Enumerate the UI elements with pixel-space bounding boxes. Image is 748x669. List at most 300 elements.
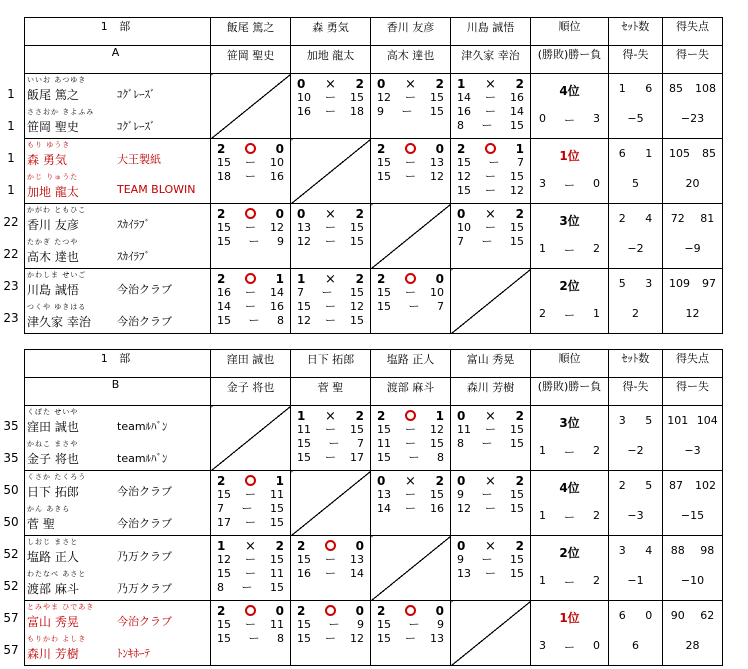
points-cell — [663, 406, 723, 471]
sets-lost: 2 — [515, 77, 524, 91]
points-for: 101 — [667, 414, 689, 427]
points-for-against — [663, 414, 722, 427]
sets-won-total: 2 — [618, 212, 626, 225]
wl-dash: ー — [564, 641, 575, 654]
pair-row — [25, 601, 723, 666]
set-points-against: 12 — [510, 184, 524, 197]
set-points-for: 9 — [377, 105, 384, 118]
set-dash: ー — [405, 502, 416, 515]
match-result — [451, 471, 530, 488]
set-points-for: 14 — [217, 300, 231, 313]
set-points-against: 15 — [430, 91, 444, 104]
set-points-for: 12 — [297, 314, 311, 327]
set-points-against: 14 — [510, 105, 524, 118]
points-header: 得失点 — [663, 350, 723, 378]
set-points-for: 15 — [297, 451, 311, 464]
player-name: 高木 達也 — [27, 250, 79, 264]
win-circle-icon — [245, 475, 256, 486]
points-cell — [663, 74, 723, 139]
sets-won: 1 — [457, 77, 466, 91]
seed-number: 35 — [3, 419, 19, 433]
sets-won-lost — [609, 212, 662, 225]
sets-header: ｾｯﾄ数 — [609, 350, 663, 378]
sets-diff: −2 — [627, 242, 644, 255]
pair-row — [25, 139, 723, 204]
sets-won: 1 — [297, 409, 306, 423]
losses: 0 — [593, 177, 600, 190]
player-club: 今治クラブ — [117, 315, 172, 328]
set-points-against: 15 — [430, 105, 444, 118]
opponent-header: 津久家 幸治 — [451, 46, 531, 74]
set-dash: ー — [245, 286, 256, 299]
set-dash: ー — [405, 286, 416, 299]
player-entry — [25, 301, 210, 333]
match-result — [291, 536, 370, 553]
sets-won: 2 — [217, 272, 226, 286]
set-score — [451, 423, 530, 437]
player-club: 今治クラブ — [117, 517, 172, 530]
sets-lost: 2 — [355, 409, 364, 423]
player-reading: つくや ゆきはる — [27, 303, 87, 311]
sets-won: 0 — [457, 207, 466, 221]
set-score — [371, 286, 450, 300]
sets-won: 0 — [457, 539, 466, 553]
set-points-for: 13 — [457, 567, 471, 580]
sets-diff: −2 — [627, 444, 644, 457]
player-reading: わたなべ あさと — [27, 570, 87, 578]
wl-dash: ー — [564, 576, 575, 589]
set-dash: ー — [245, 221, 256, 234]
sets-diff: 2 — [632, 307, 639, 320]
match-cell — [451, 471, 531, 536]
seed-number: 1 — [7, 183, 15, 197]
set-score — [211, 170, 290, 184]
set-points-against: 8 — [437, 451, 444, 464]
rank-cell — [531, 204, 609, 269]
set-score — [211, 314, 290, 328]
points-against: 97 — [702, 277, 716, 290]
points-diff: 28 — [685, 639, 700, 652]
set-score — [371, 437, 450, 451]
points-for-against — [663, 82, 722, 95]
set-score — [451, 170, 530, 184]
pair-cell — [25, 406, 211, 471]
set-score — [291, 437, 370, 451]
set-score — [211, 567, 290, 581]
set-score — [291, 567, 370, 581]
wins: 2 — [539, 307, 546, 320]
set-score — [211, 235, 290, 249]
sets-lost: 0 — [275, 142, 284, 156]
set-dash: ー — [485, 423, 496, 436]
player-reading: もり ゆうき — [27, 141, 71, 149]
set-score — [371, 300, 450, 314]
set-points-for: 12 — [377, 91, 391, 104]
set-score — [291, 314, 370, 328]
sets-won: 2 — [377, 142, 386, 156]
league-table — [24, 17, 723, 334]
points-cell — [663, 471, 723, 536]
set-dash: ー — [245, 156, 256, 169]
sets-lost-total: 5 — [645, 414, 653, 427]
player-reading: くさか たくろう — [27, 473, 87, 481]
loss-cross-icon: × — [325, 409, 336, 424]
set-points-against: 13 — [430, 156, 444, 169]
match-cell — [291, 601, 371, 666]
league-subtitle: B — [25, 378, 211, 406]
self-match-cell — [451, 269, 531, 334]
loss-cross-icon: × — [325, 77, 336, 92]
set-points-for: 15 — [377, 423, 391, 436]
player-entry — [25, 106, 210, 138]
sets-won-total: 6 — [618, 147, 626, 160]
match-result — [451, 204, 530, 221]
set-points-against: 15 — [510, 170, 524, 183]
self-match-cell — [211, 74, 291, 139]
pair-row — [25, 536, 723, 601]
set-points-for: 15 — [217, 221, 231, 234]
seed-number: 23 — [3, 279, 19, 293]
set-score — [371, 423, 450, 437]
set-dash: ー — [405, 423, 416, 436]
sets-won-lost — [609, 147, 662, 160]
loss-cross-icon: × — [485, 409, 496, 424]
match-result — [211, 471, 290, 488]
sets-lost: 1 — [515, 142, 524, 156]
match-cell — [451, 536, 531, 601]
seed-number: 52 — [3, 579, 19, 593]
set-score — [451, 156, 530, 170]
player-entry — [25, 503, 210, 535]
player-reading: もりかわ よしき — [27, 635, 87, 643]
set-points-for: 15 — [457, 184, 471, 197]
sets-lost: 2 — [355, 77, 364, 91]
player-club: ﾄﾝｷﾎｰﾃ — [117, 647, 150, 660]
sets-lost-total: 4 — [645, 544, 653, 557]
set-dash: ー — [481, 119, 493, 132]
player-entry — [25, 471, 210, 503]
set-dash: ー — [405, 91, 416, 104]
rank-value: 4位 — [559, 84, 580, 98]
sets-lost: 2 — [275, 539, 284, 553]
opponent-header: 飯尾 篤之 — [211, 18, 291, 46]
win-circle-icon — [405, 605, 416, 616]
win-circle-icon — [245, 605, 256, 616]
player-club: 今治クラブ — [117, 485, 172, 498]
set-points-against: 10 — [430, 286, 444, 299]
set-dash: ー — [481, 235, 493, 248]
set-dash: ー — [481, 437, 493, 450]
set-points-for: 8 — [217, 581, 224, 594]
opponent-header: 笹岡 聖史 — [211, 46, 291, 74]
sets-won-total: 6 — [618, 609, 626, 622]
self-match-cell — [291, 139, 371, 204]
match-result — [211, 601, 290, 618]
rank-value: 4位 — [559, 481, 580, 495]
seed-number: 57 — [3, 643, 19, 657]
set-points-against: 9 — [277, 235, 284, 248]
set-points-for: 7 — [217, 502, 224, 515]
points-header: 得ー失 — [663, 378, 723, 406]
self-match-cell — [451, 601, 531, 666]
points-for: 109 — [669, 277, 690, 290]
match-result — [211, 269, 290, 286]
match-result — [211, 139, 290, 156]
loss-cross-icon: × — [485, 474, 496, 489]
set-points-against: 14 — [270, 286, 284, 299]
sets-header: 得-失 — [609, 46, 663, 74]
points-header: 得失点 — [663, 18, 723, 46]
set-points-for: 15 — [377, 632, 391, 645]
player-reading: くぼた せいや — [27, 408, 79, 416]
opponent-header: 森川 芳樹 — [451, 378, 531, 406]
set-points-for: 15 — [217, 567, 231, 580]
match-result — [291, 74, 370, 91]
match-cell — [371, 139, 451, 204]
wins: 3 — [539, 639, 546, 652]
set-points-against: 15 — [510, 502, 524, 515]
set-points-against: 13 — [350, 553, 364, 566]
match-cell — [291, 536, 371, 601]
sets-won: 2 — [377, 272, 386, 286]
set-dash: ー — [248, 235, 260, 248]
win-circle-icon — [245, 273, 256, 284]
player-entry — [25, 438, 210, 470]
seed-number: 57 — [3, 611, 19, 625]
set-score — [451, 221, 530, 235]
match-cell — [371, 471, 451, 536]
set-dash: ー — [405, 437, 416, 450]
set-points-against: 8 — [277, 314, 284, 327]
player-club: ｺｸﾞﾚｰｽﾞ — [117, 120, 156, 133]
set-points-against: 18 — [350, 105, 364, 118]
set-points-for: 9 — [457, 553, 464, 566]
match-cell — [211, 601, 291, 666]
set-score — [211, 516, 290, 530]
set-points-against: 8 — [277, 632, 284, 645]
set-points-for: 9 — [457, 488, 464, 501]
rank-value: 1位 — [559, 611, 580, 625]
header-row — [25, 378, 723, 406]
sets-won: 0 — [457, 409, 466, 423]
rank-cell — [531, 601, 609, 666]
player-reading: かわしま せいご — [27, 271, 87, 279]
player-entry — [25, 171, 210, 203]
match-cell — [291, 74, 371, 139]
set-score — [371, 632, 450, 646]
set-dash: ー — [485, 567, 496, 580]
opponent-header: 高木 達也 — [371, 46, 451, 74]
set-points-against: 15 — [510, 221, 524, 234]
rank-value: 3位 — [559, 214, 580, 228]
match-cell — [211, 139, 291, 204]
player-entry — [25, 139, 210, 171]
win-loss — [531, 574, 608, 590]
sets-lost: 2 — [355, 272, 364, 286]
rank-header: (勝敗)勝ー負 — [531, 46, 609, 74]
set-score — [371, 170, 450, 184]
set-points-for: 11 — [377, 437, 391, 450]
pair-cell — [25, 269, 211, 334]
sets-header: 得-失 — [609, 378, 663, 406]
loss-cross-icon: × — [485, 77, 496, 92]
points-against: 81 — [700, 212, 715, 225]
set-points-against: 13 — [430, 632, 444, 645]
points-for: 72 — [670, 212, 685, 225]
match-result — [291, 269, 370, 286]
set-points-for: 15 — [377, 286, 391, 299]
set-points-against: 12 — [430, 170, 444, 183]
loss-cross-icon: × — [325, 272, 336, 287]
points-diff: −10 — [680, 574, 705, 587]
sets-lost: 2 — [435, 474, 444, 488]
set-score — [451, 567, 530, 581]
wins: 3 — [539, 177, 546, 190]
points-cell — [663, 204, 723, 269]
sets-won-lost — [609, 544, 662, 557]
set-points-for: 7 — [297, 286, 304, 299]
set-dash: ー — [325, 632, 336, 645]
set-dash: ー — [248, 632, 260, 645]
league-table — [24, 349, 723, 666]
player-club: 今治クラブ — [117, 615, 172, 628]
set-points-for: 15 — [377, 170, 391, 183]
set-points-for: 12 — [297, 235, 311, 248]
sets-diff: 6 — [632, 639, 639, 652]
sets-diff: −5 — [627, 112, 644, 125]
sets-cell — [609, 269, 663, 334]
player-entry — [25, 236, 210, 268]
set-score — [291, 91, 370, 105]
losses: 1 — [593, 307, 600, 320]
points-diff: 20 — [685, 177, 700, 190]
match-result — [451, 536, 530, 553]
player-reading: かん あきら — [27, 505, 71, 513]
set-score — [371, 488, 450, 502]
set-points-for: 13 — [377, 488, 391, 501]
player-name: 菅 聖 — [27, 517, 55, 531]
opponent-header: 森 勇気 — [291, 18, 371, 46]
sets-lost: 0 — [435, 272, 444, 286]
set-dash: ー — [485, 184, 496, 197]
points-diff: −23 — [680, 112, 705, 125]
set-points-against: 15 — [350, 235, 364, 248]
win-circle-icon — [405, 410, 416, 421]
player-entry — [25, 633, 210, 665]
player-reading: かじ りゅうた — [27, 173, 79, 181]
points-diff: −3 — [684, 444, 701, 457]
sets-lost: 1 — [435, 409, 444, 423]
wins: 1 — [539, 444, 546, 457]
opponent-header: 渡部 麻斗 — [371, 378, 451, 406]
losses: 0 — [593, 639, 600, 652]
set-points-against: 15 — [510, 119, 524, 132]
set-points-against: 15 — [510, 553, 524, 566]
set-points-for: 11 — [297, 423, 311, 436]
match-cell — [371, 601, 451, 666]
wl-dash: ー — [564, 511, 575, 524]
sets-won: 1 — [217, 539, 226, 553]
points-against: 98 — [700, 544, 715, 557]
points-cell — [663, 601, 723, 666]
pair-row — [25, 269, 723, 334]
win-circle-icon — [405, 273, 416, 284]
sets-lost: 0 — [355, 604, 364, 618]
sets-cell — [609, 406, 663, 471]
set-dash: ー — [245, 170, 256, 183]
set-points-against: 15 — [270, 516, 284, 529]
win-loss — [531, 444, 608, 460]
set-dash: ー — [325, 221, 336, 234]
set-score — [451, 119, 530, 133]
set-dash: ー — [245, 300, 256, 313]
set-points-for: 17 — [217, 516, 231, 529]
opponent-header: 川島 誠悟 — [451, 18, 531, 46]
set-score — [291, 632, 370, 646]
win-circle-icon — [405, 143, 416, 154]
player-club: ｽｶｲﾗﾌﾞ — [117, 250, 150, 263]
set-points-for: 18 — [217, 170, 231, 183]
set-points-for: 15 — [217, 618, 231, 631]
set-points-against: 16 — [510, 91, 524, 104]
set-points-against: 9 — [437, 618, 444, 631]
sets-won-total: 2 — [618, 479, 626, 492]
sets-lost: 0 — [275, 604, 284, 618]
sets-lost-total: 0 — [645, 609, 653, 622]
set-points-against: 9 — [357, 618, 364, 631]
set-dash: ー — [325, 451, 336, 464]
player-reading: いいお あつゆき — [27, 76, 87, 84]
match-cell — [451, 204, 531, 269]
player-entry — [25, 74, 210, 106]
set-score — [211, 618, 290, 632]
set-points-against: 15 — [510, 437, 524, 450]
loss-cross-icon: × — [245, 539, 256, 554]
pair-row — [25, 204, 723, 269]
opponent-header: 金子 将也 — [211, 378, 291, 406]
player-name: 加地 龍太 — [27, 185, 79, 199]
set-points-for: 15 — [217, 632, 231, 645]
league-title: 1 部 — [25, 350, 211, 378]
sets-lost: 0 — [275, 207, 284, 221]
player-entry — [25, 269, 210, 301]
sets-won-total: 5 — [618, 277, 626, 290]
player-entry — [25, 406, 210, 438]
player-reading: たかぎ たつや — [27, 238, 79, 246]
match-result — [291, 204, 370, 221]
player-name: 川島 誠悟 — [27, 283, 79, 297]
self-match-cell — [371, 204, 451, 269]
set-points-against: 15 — [350, 286, 364, 299]
set-dash: ー — [325, 91, 336, 104]
set-points-for: 15 — [377, 156, 391, 169]
set-points-against: 15 — [510, 567, 524, 580]
player-club: 今治クラブ — [117, 283, 172, 296]
set-dash: ー — [325, 314, 336, 327]
set-score — [211, 300, 290, 314]
sets-lost: 2 — [515, 474, 524, 488]
sets-won-lost — [609, 82, 662, 95]
set-score — [291, 553, 370, 567]
sets-diff: 5 — [632, 177, 639, 190]
points-cell — [663, 269, 723, 334]
match-cell — [371, 74, 451, 139]
sets-lost: 2 — [515, 409, 524, 423]
seed-number: 50 — [3, 515, 19, 529]
sets-won-lost — [609, 609, 662, 622]
rank-header: 順位 — [531, 350, 609, 378]
sets-header: ｾｯﾄ数 — [609, 18, 663, 46]
